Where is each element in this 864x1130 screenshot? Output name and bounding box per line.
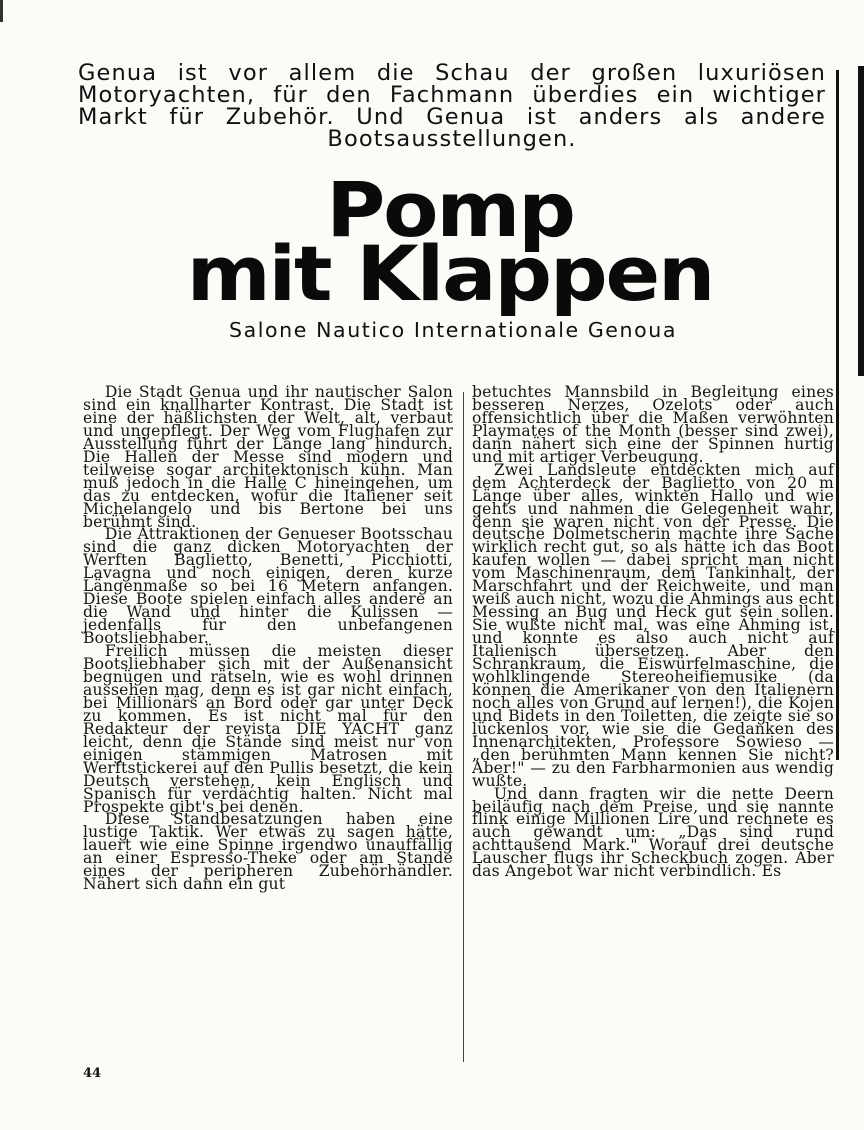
- paragraph: Und dann fragten wir die nette Deern beiläufig nach dem Preise, und sie nannte flink einige Millionen Lire und rechnete es auch gewandt um: „Das sind rund achttausend Mark." Worauf drei deutsche Lauscher flugs ihr Scheckbuch zogen. Aber das Angebot war nicht verbindlich. Es: [472, 784, 834, 881]
- page-edge-bar: [858, 66, 864, 376]
- right-column: [472, 383, 834, 881]
- title-line-1: Pomp: [326, 165, 574, 254]
- article-title: [68, 165, 831, 318]
- intro-text: Genua ist vor allem die Schau der großen luxuriösen Motoryachten, für den Fachmann überdies ein wichtiger Markt für Zubehör. Und Genua ist anders als andere Bootsausstellungen.: [78, 60, 826, 152]
- title-line-2: mit Klappen: [186, 229, 714, 318]
- paragraph: Die Stadt Genua und ihr nautischer Salon sind ein knallharter Kontrast. Die Stadt ist eine der häßlichsten der Welt, alt, verbaut und ungepflegt. Der Weg vom Flughafen zur Ausstellung führt der Länge lang hindurch. Die Hallen der Messe sind modern und teilweise sogar architektonisch kühn. Man muß jedoch in die Halle C hineingehen, um das zu entdecken, wofür die Italiener seit Michelangelo und bis Bertone bei uns berühmt sind.: [83, 383, 453, 531]
- vertical-rule: [836, 70, 839, 760]
- page-number: 44: [83, 1066, 102, 1081]
- paragraph: Diese Standbesatzungen haben eine lustige Taktik. Wer etwas zu sagen hätte, lauert wie eine Spinne irgendwo unauffällig an einer Espresso-Theke oder am Stande eines der peripheren Zubehörhändler. Nähert sich dann ein gut: [83, 810, 453, 894]
- article-subtitle: Salone Nautico Internationale Genoua: [228, 318, 678, 342]
- paragraph: Die Attraktionen der Genueser Bootsschau sind die ganz dicken Motoryachten der Werften Baglietto, Benetti, Picchiotti, Lavagna und noch einigen, deren kurze Längenmaße so bei 16 Metern anfangen. Diese Boote spielen einfach alles andere an die Wand und hinter die Kulissen — jedenfalls für den unbefangenen Bootsliebhaber.: [83, 525, 453, 648]
- column-divider: [463, 392, 464, 1062]
- paragraph: Zwei Landsleute entdeckten mich auf dem Achterdeck der Baglietto von 20 m Länge über alles, winkten Hallo und wie gehts und nahmen die Gelegenheit wahr, denn sie waren nicht von der Presse. Die deutsche Dolmetscherin machte ihre Sache wirklich recht gut, so als hätte ich das Boot kaufen wollen — dabei spricht man nicht vom Maschinenraum, dem Tankinhalt, der Marschfahrt und der Reichweite, und man weiß auch nicht, wozu die Ahmings aus echt Messing an Bug und Heck gut sein sollen. Sie wußte nicht mal, was eine Ahming ist, und konnte es also auch nicht auf Italienisch übersetzen. Aber den Schrankraum, die Eiswürfelmaschine, die wohlklingende Stereoheifiemusike (da können die Amerikaner von den Italienern noch alles von Grund auf lernen!), die Kojen und Bidets in den Toiletten, die zeigte sie so lückenlos vor, wie sie die Gedanken des Innenarchitekten, Professore Sowieso — „den berühmten Mann kennen Sie nicht? Aber!" — zu den Farbharmonien aus wendig wußte.: [472, 460, 834, 790]
- paragraph: Freilich müssen die meisten dieser Bootsliebhaber sich mit der Außenansicht begnügen und rätseln, wie es wohl drinnen aussehen mag, denn es ist gar nicht einfach, bei Millionärs an Bord oder gar unter Deck zu kommen. Es ist nicht mal für den Redakteur der revista DIE YACHT ganz leicht, denn die Stände sind meist nur von einigen stämmigen Matrosen mit Werftstickerei auf den Pullis besetzt, die kein Deutsch verstehen, kein Englisch und Spanisch für verdächtig halten. Nicht mal Prospekte gibt's bei denen.: [83, 642, 453, 816]
- scan-edge-mark: [0, 0, 3, 22]
- left-column: [83, 383, 453, 894]
- paragraph: betuchtes Mannsbild in Begleitung eines besseren Nerzes, Ozelots oder auch offensichtlich über die Maßen verwöhnten Playmates of the Month (besser sind zwei), dann nähert sich eine der Spinnen hurtig und mit artiger Verbeugung.: [472, 383, 834, 466]
